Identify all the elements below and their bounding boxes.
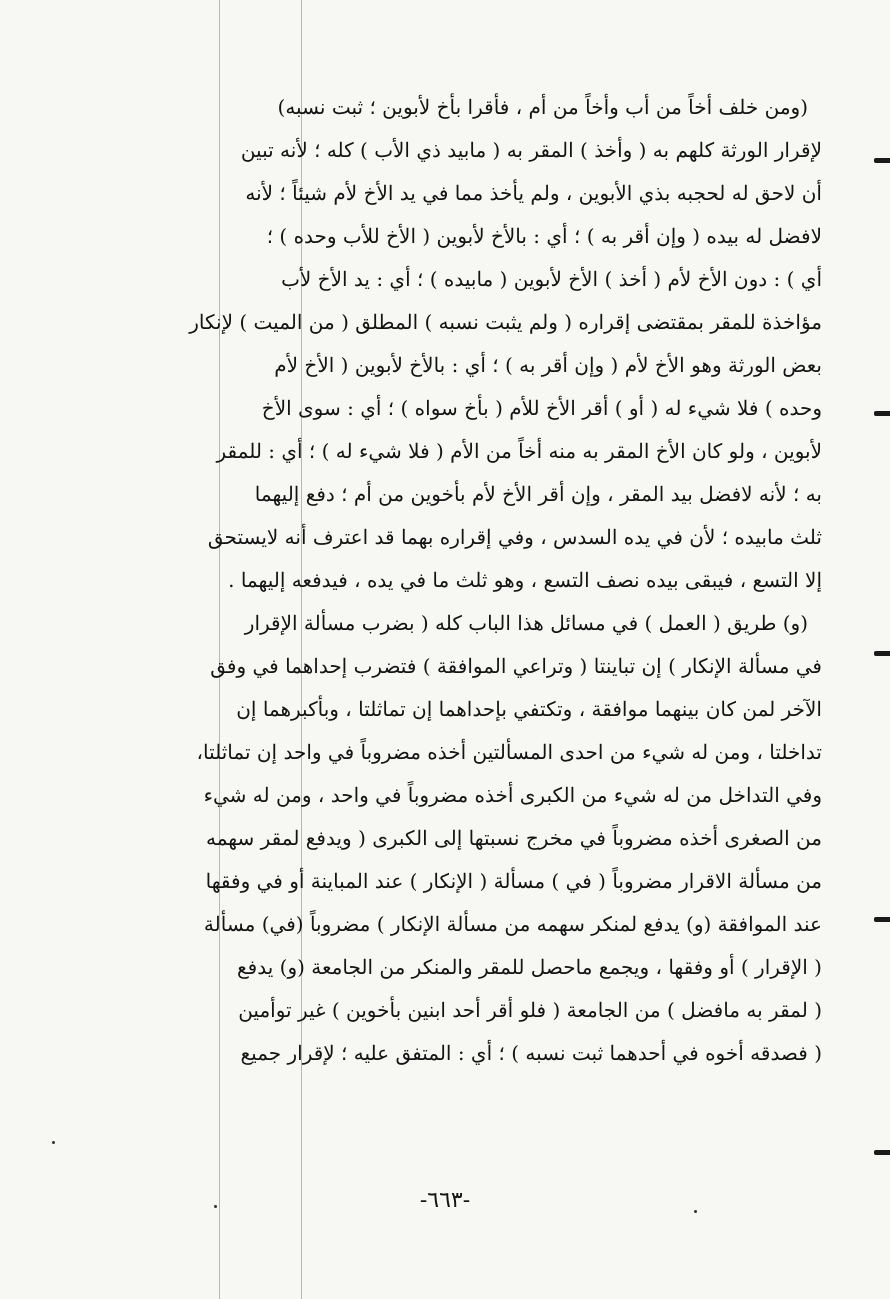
scan-speck: [52, 1141, 55, 1144]
text-line: لافضل له بيده ( وإن أقر به ) ؛ أي : بالأخ لأبوين ( الأخ للأب وحده ) ؛: [266, 224, 822, 248]
text-line: وفي التداخل من له شيء من الكبرى أخذه مضروباً في واحد ، ومن له شيء: [203, 783, 822, 807]
text-line: ( الإقرار ) أو وفقها ، ويجمع ماحصل للمقر والمنكر من الجامعة (و) يدفع: [237, 955, 822, 979]
text-line: وحده ) فلا شيء له ( أو ) أقر الأخ للأم ( بأخ سواه ) ؛ أي : سوى الأخ: [261, 396, 822, 420]
text-line: (و) طريق ( العمل ) في مسائل هذا الباب كله ( بضرب مسألة الإقرار: [244, 611, 808, 635]
text-line: لأبوين ، ولو كان الأخ المقر به منه أخاً من الأم ( فلا شيء له ) ؛ أي : للمقر: [216, 439, 822, 463]
text-line: الآخر لمن كان بينهما موافقة ، وتكتفي بإحداهما إن تماثلتا ، وبأكبرهما إن: [236, 697, 822, 721]
text-line: ( فصدقه أخوه في أحدهما ثبت نسبه ) ؛ أي : المتفق عليه ؛ لإقرار جميع: [240, 1041, 822, 1065]
text-line: ثلث مابيده ؛ لأن في يده السدس ، وفي إقراره بهما قد اعترف أنه لايستحق: [207, 525, 822, 549]
text-line: من مسألة الاقرار مضروباً ( في ) مسألة ( الإنكار ) عند المباينة أو في وفقها: [205, 869, 822, 893]
text-line: عند الموافقة (و) يدفع لمنكر سهمه من مسألة الإنكار ) مضروباً (في) مسألة: [203, 912, 822, 936]
text-line: به ؛ لأنه لافضل بيد المقر ، وإن أقر الأخ لأم بأخوين من أم ؛ دفع إليهما: [254, 482, 822, 506]
text-line: (ومن خلف أخاً من أب وأخاً من أم ، فأقرا بأخ لأبوين ؛ ثبت نسبه): [277, 95, 808, 119]
scan-edge-mark: [874, 411, 890, 416]
text-line: أي ) : دون الأخ لأم ( أخذ ) الأخ لأبوين ( مابيده ) ؛ أي : يد الأخ لأب: [281, 267, 822, 291]
text-line: في مسألة الإنكار ) إن تباينتا ( وتراعي الموافقة ) فتضرب إحداهما في وفق: [210, 654, 822, 678]
text-line: أن لاحق له لحجبه بذي الأبوين ، ولم يأخذ مما في يد الأخ لأم شيئاً ؛ لأنه: [245, 181, 822, 205]
page-number: -٦٦٣-: [419, 1188, 471, 1213]
body-text: [122, 86, 822, 1075]
text-line: بعض الورثة وهو الأخ لأم ( وإن أقر به ) ؛ أي : بالأخ لأبوين ( الأخ لأم: [274, 353, 822, 377]
scan-edge-mark: [874, 917, 890, 922]
text-line: تداخلتا ، ومن له شيء من احدى المسألتين أخذه مضروباً في واحد إن تماثلتا،: [196, 740, 822, 764]
text-line: لإقرار الورثة كلهم به ( وأخذ ) المقر به ( مابيد ذي الأب ) كله ؛ لأنه تبين: [240, 138, 822, 162]
text-line: إلا التسع ، فيبقى بيده نصف التسع ، وهو ثلث ما في يده ، فيدفعه إليهما .: [228, 568, 822, 592]
text-line: من الصغرى أخذه مضروباً في مخرج نسبتها إلى الكبرى ( ويدفع لمقر سهمه: [206, 826, 822, 850]
scan-edge-mark: [874, 651, 890, 656]
scan-edge-mark: [874, 1150, 890, 1155]
scan-edge-mark: [874, 158, 890, 163]
text-line: مؤاخذة للمقر بمقتضى إقراره ( ولم يثبت نسبه ) المطلق ( من الميت ) لإنكار: [189, 310, 822, 334]
text-line: ( لمقر به مافضل ) من الجامعة ( فلو أقر أحد ابنين بأخوين ) غير توأمين: [238, 998, 822, 1022]
